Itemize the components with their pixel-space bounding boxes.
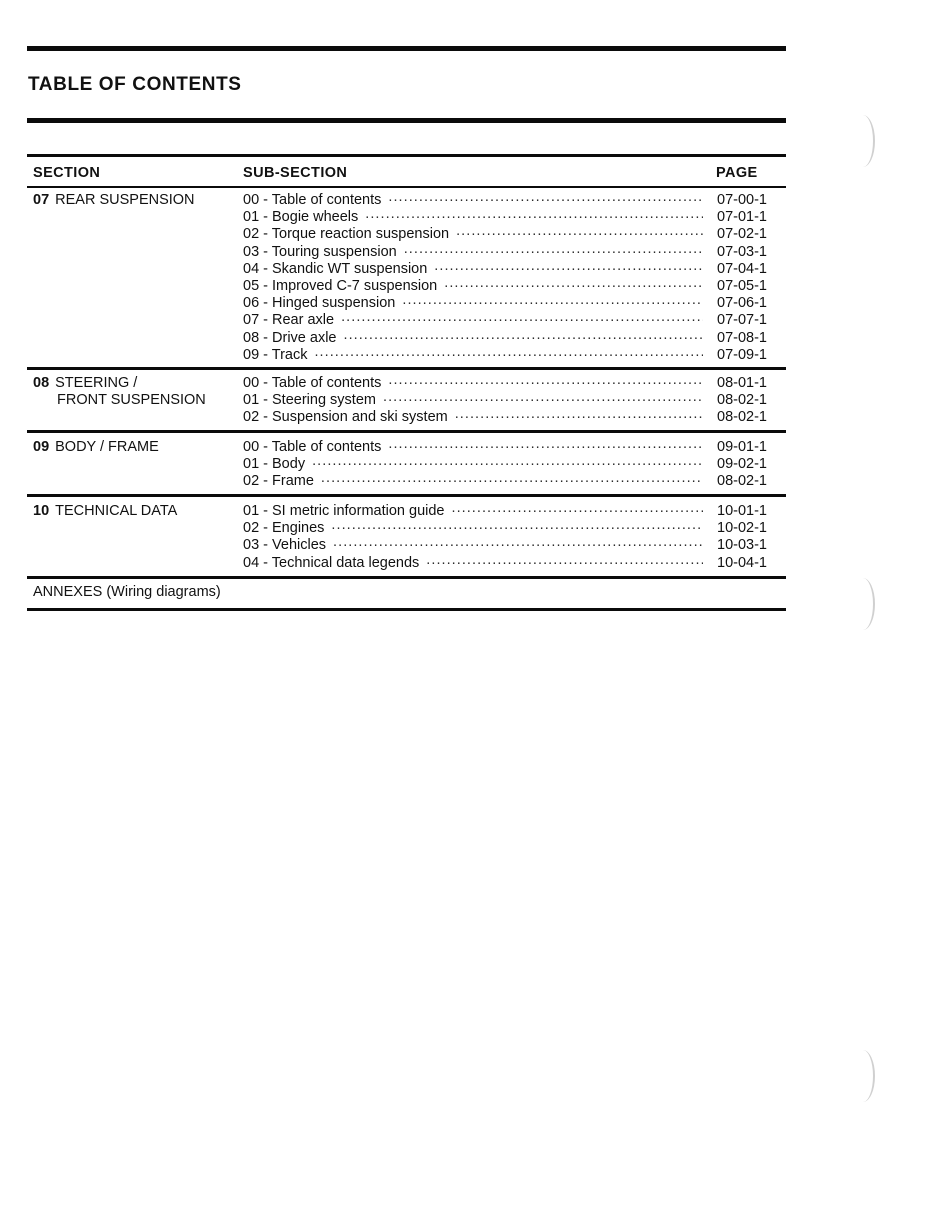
entry-page: 07-02-1 (717, 226, 767, 243)
page-title: TABLE OF CONTENTS (28, 74, 242, 95)
entry-page: 07-06-1 (717, 295, 767, 312)
entry-label: 02 - Torque reaction suspension (243, 226, 450, 243)
rule-under-title (27, 118, 786, 123)
section-number: 08 (33, 375, 50, 391)
column-header-sub-section: SUB-SECTION (243, 165, 348, 181)
section-label-10 (33, 503, 238, 520)
section-name: TECHNICAL DATA (55, 503, 178, 519)
rule-header-separator (27, 186, 786, 188)
section-name: REAR SUSPENSION (55, 192, 195, 208)
entry-page: 09-02-1 (717, 456, 767, 473)
entry-list-09 (243, 439, 783, 491)
dot-leader (455, 406, 703, 420)
dot-leader (434, 258, 703, 272)
entry-page: 08-01-1 (717, 375, 767, 391)
dot-leader (321, 470, 703, 484)
entry-label: 00 - Table of contents (243, 192, 382, 208)
entry-list-07 (243, 192, 783, 364)
dot-leader (314, 344, 703, 358)
dot-leader (333, 534, 703, 548)
section-label-07 (33, 192, 238, 209)
entry-label: 04 - Technical data legends (243, 554, 420, 571)
entry-page: 07-08-1 (717, 329, 767, 346)
section-name: BODY / FRAME (55, 439, 159, 455)
rule-top (27, 46, 786, 51)
section-label-08 (33, 375, 238, 409)
dot-leader (388, 436, 703, 450)
toc-entry[interactable] (243, 555, 783, 572)
dot-leader (383, 389, 703, 403)
entry-label: 05 - Improved C-7 suspension (243, 277, 438, 294)
entry-page: 10-02-1 (717, 520, 767, 537)
entry-page: 10-01-1 (717, 503, 767, 519)
entry-label: 09 - Track (243, 346, 308, 363)
dot-leader (331, 517, 703, 531)
entry-list-10 (243, 503, 783, 572)
entry-label: 03 - Touring suspension (243, 243, 397, 260)
toc-entry[interactable] (243, 473, 783, 490)
section-name-line2: FRONT SUSPENSION (57, 392, 206, 409)
entry-label: 04 - Skandic WT suspension (243, 260, 428, 277)
entry-label: 08 - Drive axle (243, 329, 337, 346)
section-name: STEERING / (55, 375, 138, 391)
entry-label: 01 - SI metric information guide (243, 503, 445, 519)
dot-leader (402, 292, 703, 306)
entry-label: 01 - Body (243, 456, 306, 473)
entry-page: 08-02-1 (717, 473, 767, 490)
scan-artifact-icon (855, 115, 875, 167)
dot-leader (343, 327, 703, 341)
rule-table-bottom (27, 608, 786, 611)
section-number: 10 (33, 503, 50, 519)
entry-label: 01 - Bogie wheels (243, 209, 359, 226)
entry-list-08 (243, 375, 783, 427)
entry-page: 07-03-1 (717, 243, 767, 260)
dot-leader (341, 309, 703, 323)
entry-page: 07-09-1 (717, 346, 767, 363)
entry-page: 09-01-1 (717, 439, 767, 455)
dot-leader (312, 453, 703, 467)
dot-leader (388, 189, 703, 203)
entry-page: 08-02-1 (717, 409, 767, 426)
entry-label: 02 - Frame (243, 473, 314, 490)
column-header-page: PAGE (716, 165, 758, 181)
entry-page: 10-04-1 (717, 554, 767, 571)
entry-label: 02 - Suspension and ski system (243, 409, 448, 426)
dot-leader (365, 206, 703, 220)
entry-page: 07-00-1 (717, 192, 767, 208)
rule-section-10 (27, 494, 786, 497)
section-number: 09 (33, 439, 50, 455)
entry-label: 01 - Steering system (243, 392, 376, 409)
entry-page: 07-07-1 (717, 312, 767, 329)
toc-entry[interactable] (243, 409, 783, 426)
entry-page: 07-05-1 (717, 277, 767, 294)
entry-page: 07-01-1 (717, 209, 767, 226)
entry-label: 00 - Table of contents (243, 375, 382, 391)
dot-leader (388, 372, 703, 386)
rule-section-09 (27, 430, 786, 433)
entry-label: 02 - Engines (243, 520, 325, 537)
entry-label: 06 - Hinged suspension (243, 295, 396, 312)
dot-leader (444, 275, 703, 289)
entry-page: 10-03-1 (717, 537, 767, 554)
dot-leader (451, 500, 703, 514)
annexes-row[interactable]: ANNEXES (Wiring diagrams) (33, 584, 221, 600)
rule-section-08 (27, 367, 786, 370)
dot-leader (404, 241, 703, 255)
section-number: 07 (33, 192, 50, 208)
rule-annexes-top (27, 576, 786, 579)
dot-leader (456, 223, 703, 237)
entry-label: 07 - Rear axle (243, 312, 335, 329)
section-label-09 (33, 439, 238, 456)
entry-label: 03 - Vehicles (243, 537, 327, 554)
entry-page: 08-02-1 (717, 392, 767, 409)
entry-label: 00 - Table of contents (243, 439, 382, 455)
rule-table-top (27, 154, 786, 157)
entry-page: 07-04-1 (717, 260, 767, 277)
dot-leader (426, 552, 703, 566)
toc-entry[interactable] (243, 347, 783, 364)
column-header-section: SECTION (33, 165, 101, 181)
